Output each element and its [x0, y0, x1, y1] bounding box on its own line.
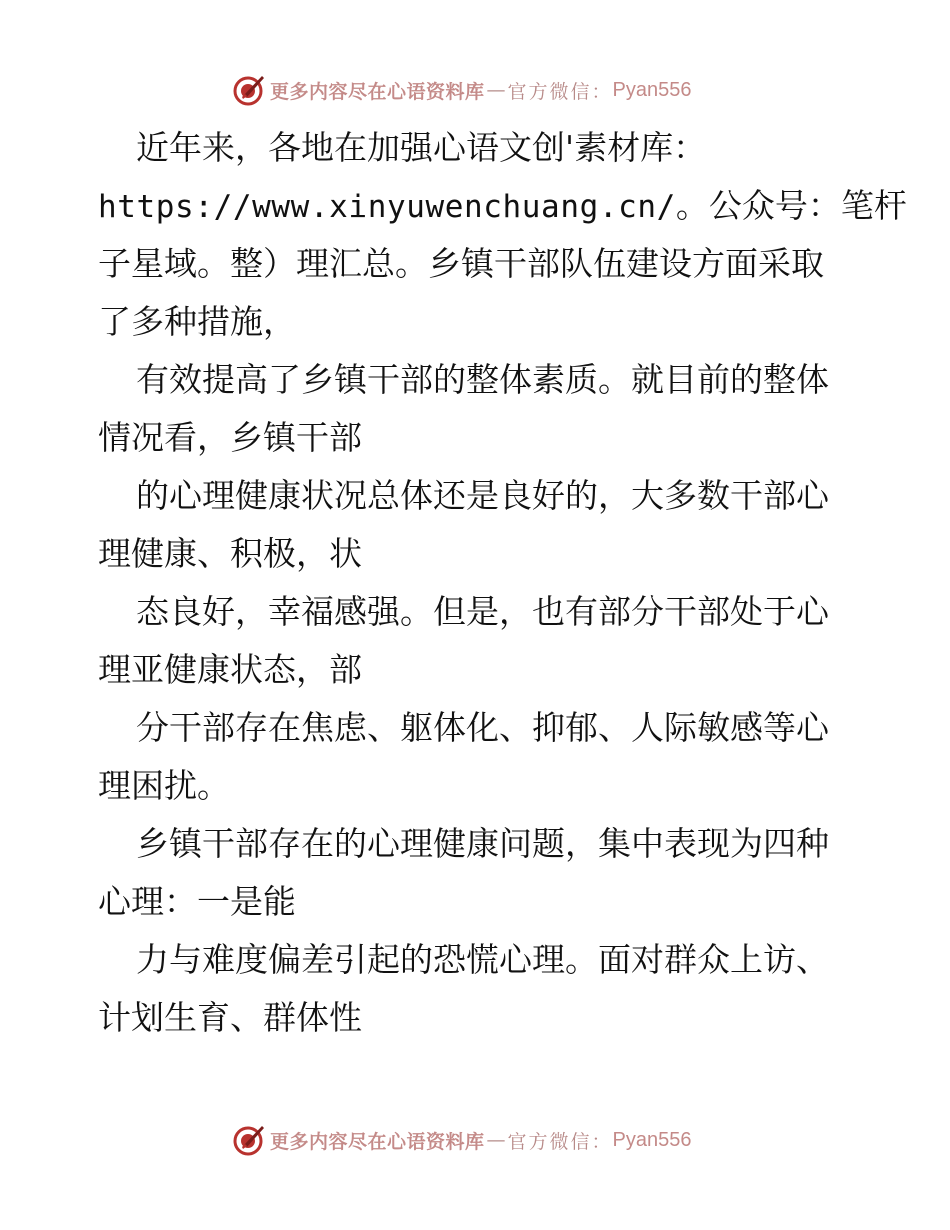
- header-banner: [232, 72, 692, 108]
- footer-banner: [232, 1122, 692, 1158]
- url-text: https://www.xinyuwenchuang.cn/: [98, 189, 676, 225]
- quill-pen-logo-icon: [232, 73, 266, 107]
- text-line: 乡镇干部存在的心理健康问题，集中表现为四种: [136, 824, 829, 863]
- text-line: 理亚健康状态，部: [98, 650, 362, 689]
- footer-wechat-label: 官方微信：: [507, 1130, 613, 1153]
- quill-pen-logo-icon: [232, 1123, 266, 1157]
- header-wechat-id: Pyan556: [612, 78, 692, 101]
- text-line: 了多种措施，: [98, 302, 296, 341]
- text-line: 力与难度偏差引起的恐慌心理。面对群众上访、: [136, 940, 829, 979]
- body-text: [98, 119, 907, 1047]
- text-line: 心理：一是能: [98, 882, 296, 921]
- text-line: 分干部存在焦虑、躯体化、抑郁、人际敏感等心: [136, 708, 829, 747]
- text-line: 子星域。整）理汇总。乡镇干部队伍建设方面采取: [98, 244, 824, 283]
- text-line: 近年来，各地在加强心语文创'素材库：: [136, 128, 707, 167]
- text-line: 计划生育、群体性: [98, 998, 362, 1037]
- text-line: 情况看，乡镇干部: [98, 418, 362, 457]
- text-line: 理健康、积极，状: [98, 534, 362, 573]
- url-suffix-text: 。公众号：笔杆: [675, 186, 907, 225]
- text-line: 态良好，幸福感强。但是，也有部分干部处于心: [136, 592, 829, 631]
- header-wechat-label: 官方微信：: [507, 80, 613, 103]
- footer-banner-dash: —: [486, 1129, 506, 1151]
- text-line: 理困扰。: [98, 766, 230, 805]
- footer-banner-text: 更多内容尽在心语资料库: [270, 1130, 485, 1153]
- text-line: 有效提高了乡镇干部的整体素质。就目前的整体: [136, 360, 829, 399]
- text-line-url: [98, 177, 907, 235]
- text-line: 的心理健康状况总体还是良好的，大多数干部心: [136, 476, 829, 515]
- header-banner-text: 更多内容尽在心语资料库: [270, 80, 485, 103]
- header-banner-dash: —: [486, 79, 506, 101]
- footer-wechat-id: Pyan556: [612, 1128, 692, 1151]
